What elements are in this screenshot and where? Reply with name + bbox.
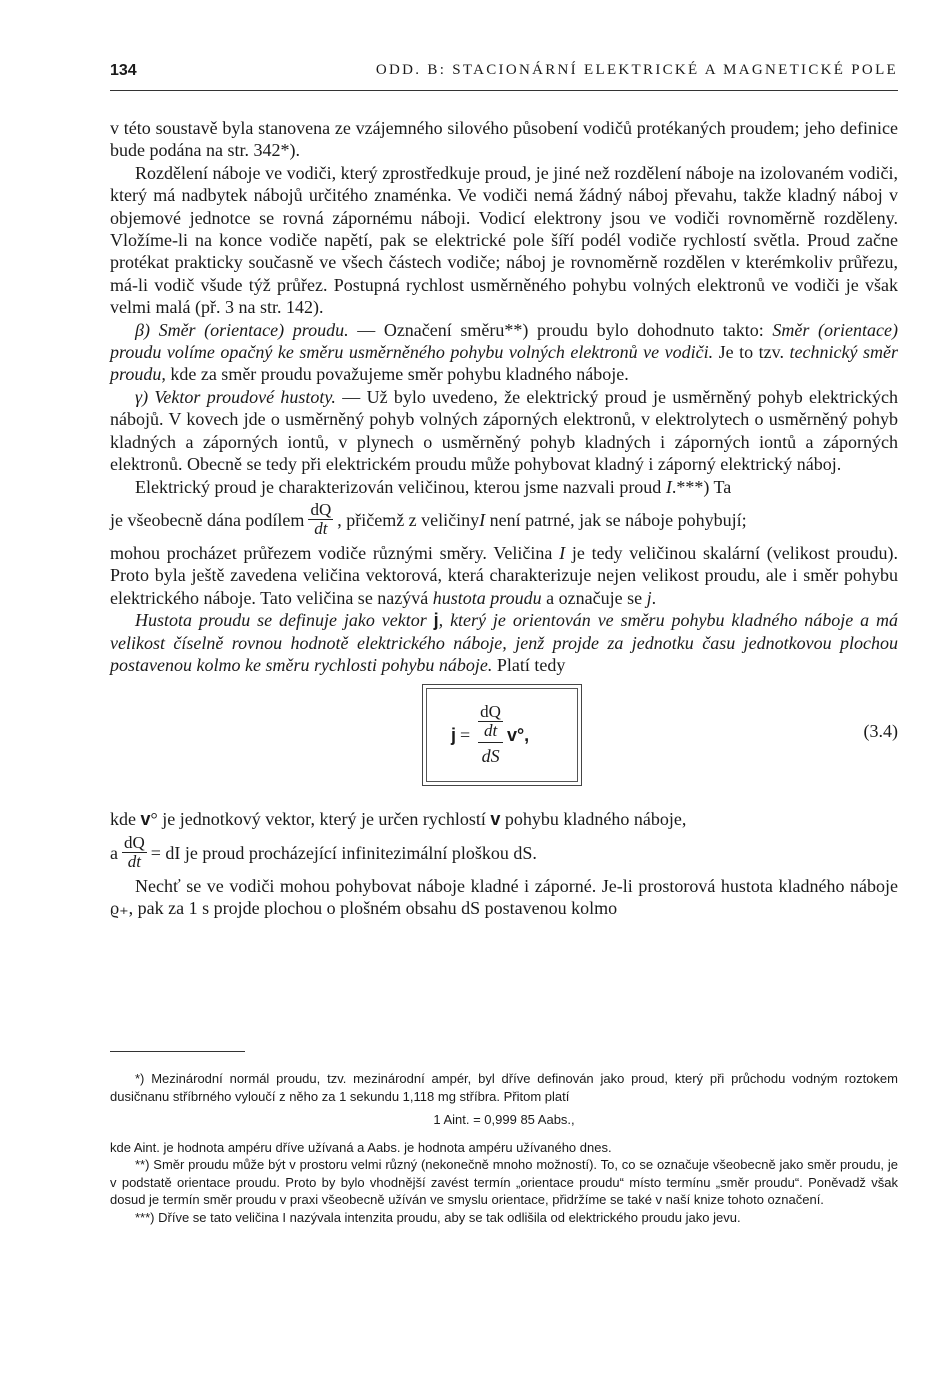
running-title: ODD. B: STACIONÁRNÍ ELEKTRICKÉ A MAGNETICKÉ POLE [375,62,898,78]
footnote-1: *) Mezinárodní normál proudu, tzv. mezinárodní ampér, byl dříve definován jako proud, který při průchodu vodným roztokem dusičnanu stříbrného vyloučí z něho za 1 sekundu 1,118 mg stříbra. Přitom platí [110,1071,898,1104]
compound-fraction: $\frac{dQ}{dt}$ dS [480,702,501,767]
definition-paragraph: Hustota proudu se definuje jako vektor j, který je orientován ve směru pohybu kladného náboje a má velikost číselně rovnou hodnotě elektrického náboje, jenž projde za jednotku času jednotkovou plochou postavenou kolmo ke směru rychlosti pohybu náboje. Platí tedy [110,610,898,675]
equation-box [422,684,582,786]
paragraph-direction: β) Směr (orientace) proudu. — Označení směru**) proudu bylo dohodnuto takto: Směr (orientace) proudu volíme opačný ke směru usměrněného pohybu volných elektronů ve vodiči. Je to tzv. technický směr proudu, kde za směr proudu považujeme směr pohybu kladného náboje. [110,319,898,385]
equation-3-4 [110,684,898,792]
equation-number: (3.4) [863,721,898,742]
paragraph: Nechť se ve vodiči mohou pohybovat náboje kladné i záporné. Je-li prostorová hustota kladného náboje ϱ₊, pak za 1 s projde plochou o plošném obsahu dS postavenou kolmo [110,875,898,919]
inline-fraction-line: a $\frac{dQ}{dt}$ = dI je proud procházející infinitezimální ploškou dS. [110,833,537,872]
paragraph: mohou procházet průřezem vodiče různými směry. Veličina I je tedy veličinou skalární (velikost proudu). Proto byla ještě zavedena veličina vektorová, která charakterizuje nejen velikost proudu, ale i směr pohybu elektrického náboje. Tato veličina se nazývá hustota proudu a označuje se j. [110,542,898,608]
paragraph: Rozdělení náboje ve vodiči, který zprostředkuje proud, je jiné než rozdělení náboje na izolovaném vodiči, který má nadbytek nábojů určitého znaménka. Ve vodiči nemá žádný náboj převahu, takže kladný náboj v objemové jednotce se rovná zápornému náboji. Vodicí elektrony jsou ve vodiči rovnoměrně rozděleny. Vložíme-li na konce vodiče napětí, pak se elektrické pole šíří podél vodiče rychlostí světla. Proud začne protékat prakticky současně ve všech částech vodiče; náboj je rovnoměrně rozdělen v kterémkoliv průřezu, má-li vodič všude týž průřez. Postupná rychlost usměrněného pohybu volných elektronů ve vodiči je však velmi malá (př. 3 na str. 142). [110,162,898,318]
definition-text: Směr (orientace) proudu volíme opačný ke směru usměrněného pohybu volných elektronů ve vodiči. [110,319,898,363]
footnote-rule [110,1051,245,1052]
paragraph: v této soustavě byla stanovena ze vzájemného silového působení vodičů protékaných proudem; jeho definice bude podána na str. 342*). [110,118,898,161]
footnote-equation: 1 Aint. = 0,999 85 Aabs., [433,1112,575,1127]
page-header [110,62,898,86]
paragraph: kde v° je jednotkový vektor, který je určen rychlostí v pohybu kladného náboje, [110,809,687,830]
equation: j = $\frac{dQ}{dt}$ dS v°, [451,702,530,767]
footnote-3: ***) Dříve se tato veličina I nazývala intenzita proudu, aby se tak odlišila od elektrického proudu jako jevu. [135,1209,741,1225]
header-rule [110,90,898,91]
footnote-2: **) Směr proudu může být v prostoru velmi různý (nekonečně mnoho možností). To, co se označuje všeobecně jako směr proudu, je v podstatě orientace proudu. Proto by bylo vhodnější zavést termín „orientace proudu“ místo termínu „směr proudu“. Poněvadž však dosud je termín směr proudu v praxi všeobecně užíván ve smyslu orientace, přidržíme se také v naší knize tohoto označení. [110,1157,898,1207]
inline-fraction-line: je všeobecně dána podílem $\frac{dQ}{dt}$ , přičemž z veličiny I není patrné, jak se náboje pohybují; [110,500,747,539]
fraction-dq-dt: $\frac{dQ}{dt}$ [310,500,332,539]
paragraph: Elektrický proud je charakterizován veličinou, kterou jsme nazvali proud I.***) Ta [135,476,732,497]
paragraph-current-density: γ) Vektor proudové hustoty. — Už bylo uvedeno, že elektrický proud je usměrněný pohyb elektrických nábojů. V kovech jde o usměrněný pohyb volných záporných elektronů, v elektrolytech o usměrněný pohyb kladných a záporných iontů, v plynech o usměrněný pohyb kladných i záporných iontů a záporných elektronů. Obecně se tedy při elektrickém proudu může pohybovat kladný i záporný elektrický náboj. [110,386,899,475]
main-text [110,117,898,920]
section-heading: γ) Vektor proudové hustoty. [135,386,336,407]
footnote-1-cont: kde Aint. je hodnota ampéru dříve užívaná a Aabs. je hodnota ampéru užívaného dnes. [110,1139,612,1155]
page-number: 134 [110,62,137,79]
footnotes [110,1070,898,1226]
section-heading: β) Směr (orientace) proudu. [135,319,349,340]
fraction-dq-dt: $\frac{dQ}{dt}$ [124,833,145,872]
